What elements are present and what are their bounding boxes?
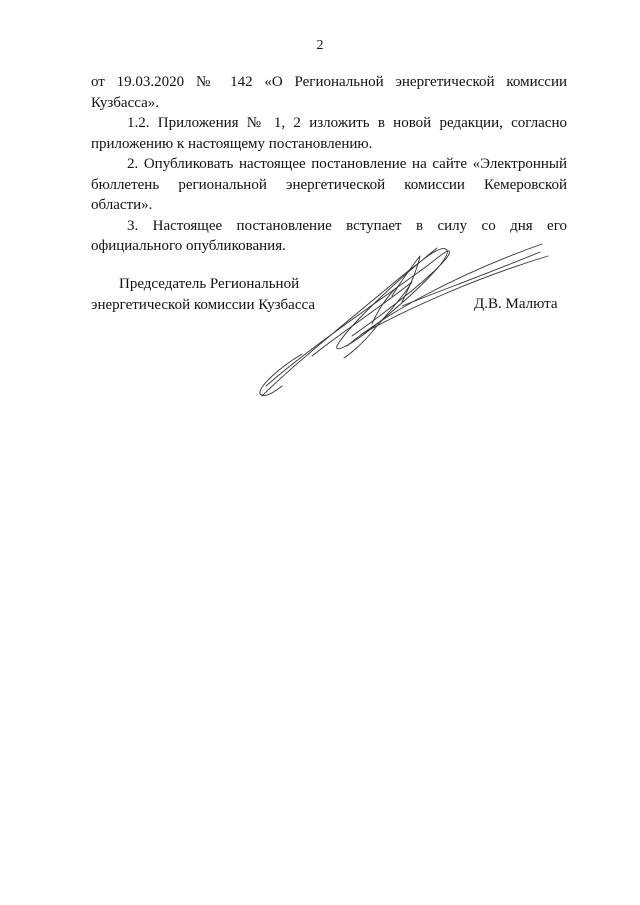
page-number: 2	[316, 38, 324, 53]
paragraph-item-1-2: 1.2. Приложения № 1, 2 изложить в новой редакции, согласно приложению к настоящему постановлению.	[91, 115, 567, 152]
signer-title-line2: энергетической комиссии Кузбасса	[91, 296, 315, 313]
paragraph-item-2: 2. Опубликовать настоящее постановление на сайте «Электронный бюллетень региональной энергетической комиссии Кемеровской области».	[91, 156, 567, 213]
handwritten-signature	[252, 236, 552, 406]
paragraph-reference: от 19.03.2020 № 142 «О Региональной энергетической комиссии Кузбасса».	[91, 74, 567, 111]
document-body	[91, 72, 567, 257]
signer-name: Д.В. Малюта	[474, 296, 558, 312]
signer-title-line1: Председатель Региональной	[119, 276, 300, 292]
paragraph-item-3: 3. Настоящее постановление вступает в силу со дня его официального опубликования.	[91, 217, 567, 254]
